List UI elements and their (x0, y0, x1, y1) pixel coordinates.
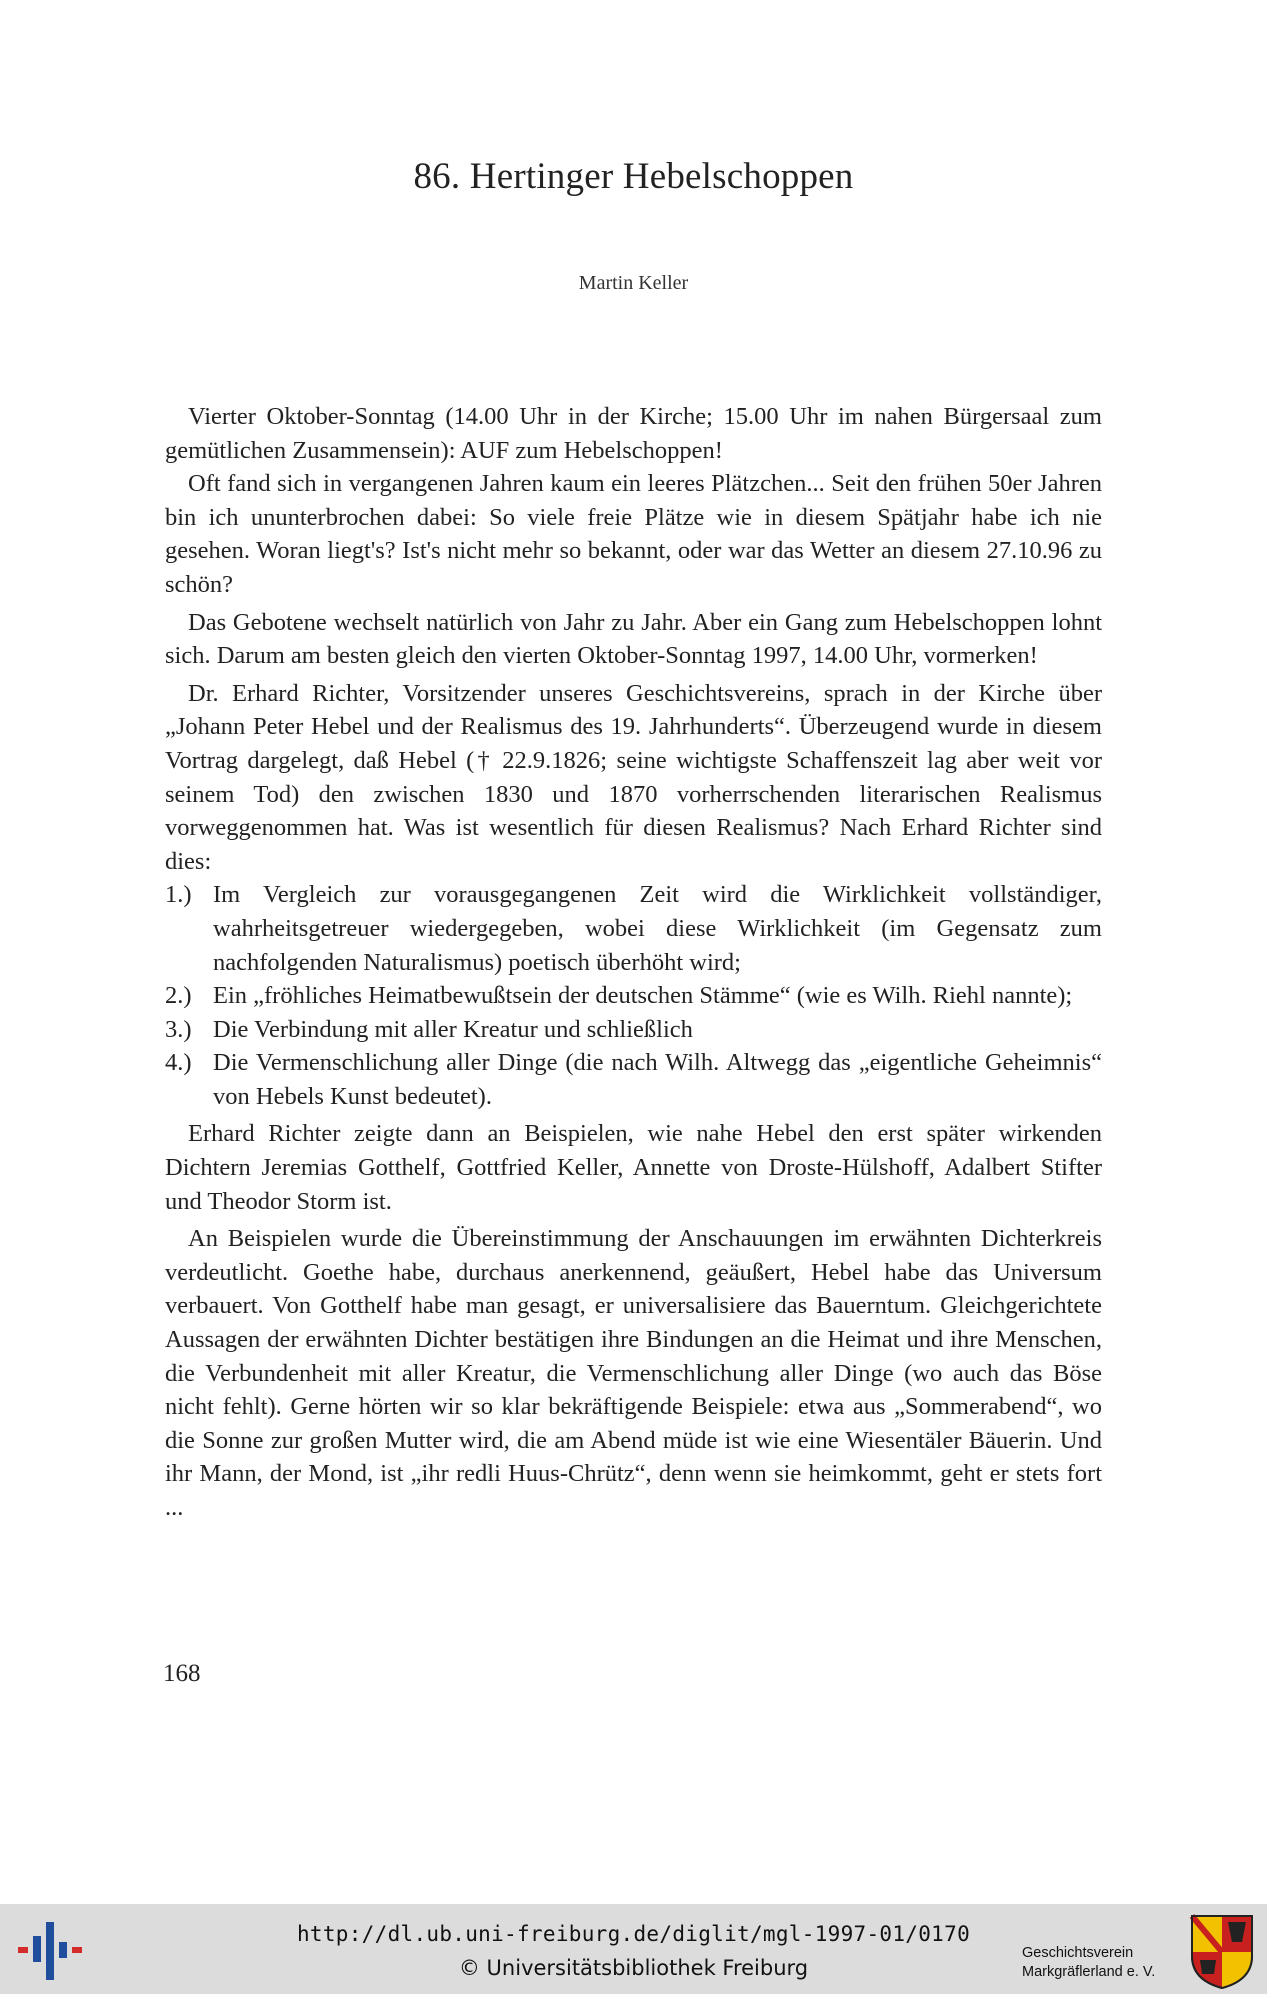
body-paragraph: An Beispielen wurde die Übereinstimmung der Anschauungen im erwähnten Dichterkreis verdeutlicht. Goethe habe, durchaus anerkennend, geäußert, Hebel habe das Universum verbauert. Von Gotthelf habe man gesagt, er universalisiere das Bauerntum. Gleichgerichtete Aussagen der erwähnten Dichter bestätigen ihre Bindungen an die Heimat und ihre Menschen, die Verbundenheit mit aller Kreatur, die Vermenschlichung aller Dinge (wo auch das Böse nicht fehlt). Gerne hörten wir so klar bekräftigende Beispiele: etwa aus „Sommerabend“, wo die Sonne zur großen Mutter wird, die am Abend müde ist wie eine Wiesentäler Bäuerin. Und ihr Mann, der Mond, ist „ihr redli Huus-Chrütz“, denn wenn sie heimkommt, geht er stets fort ... (165, 1225, 1102, 1521)
list-item-text: Die Vermenschlichung aller Dinge (die nach Wilh. Altwegg das „eigentliche Geheimnis“ von Hebels Kunst bedeutet). (213, 1049, 1102, 1110)
body-paragraph: Das Gebotene wechselt natürlich von Jahr zu Jahr. Aber ein Gang zum Hebelschoppen lohnt sich. Darum am besten gleich den vierten Oktober-Sonntag 1997, 14.00 Uhr, vormerken! (165, 608, 1102, 670)
body-paragraph: Oft fand sich in vergangenen Jahren kaum ein leeres Plätzchen... Seit den frühen 50er Jahren bin ich ununterbrochen dabei: So viele freie Plätze wie in diesem Spätjahr habe ich nie gesehen. Woran liegt's? Ist's nicht mehr so bekannt, oder war das Wetter an diesem 27.10.96 zu schön? (165, 470, 1102, 598)
list-item (165, 1046, 1102, 1113)
page-title: 86. Hertinger Hebelschoppen (413, 156, 854, 197)
list-item (165, 878, 1102, 979)
coat-of-arms-icon (1188, 1912, 1256, 1990)
footer-copyright: © Universitätsbibliothek Freiburg (458, 1956, 809, 1980)
list-item-number: 1.) (165, 881, 192, 909)
footer-org-line: Geschichtsverein (1022, 1945, 1134, 1961)
list-item-number: 3.) (165, 1015, 192, 1043)
footer-url-link[interactable]: http://dl.ub.uni-freiburg.de/diglit/mgl-1997-01/0170 (296, 1922, 971, 1946)
body-paragraph: Dr. Erhard Richter, Vorsitzender unseres Geschichtsvereins, sprach in der Kirche über „Johann Peter Hebel und der Realismus des 19. Jahrhunderts“. Überzeugend wurde in diesem Vortrag dargelegt, daß Hebel († 22.9.1826; seine wichtigste Schaffenszeit lag aber weit vor seinem Tod) den zwischen 1830 und 1870 vorherrschenden literarischen Realismus vorweggenommen hat. Was ist wesentlich für diesen Realismus? Nach Erhard Richter sind dies: (165, 679, 1102, 875)
body-paragraph: Vierter Oktober-Sonntag (14.00 Uhr in der Kirche; 15.00 Uhr im nahen Bürgersaal zum gemütlichen Zusammensein): AUF zum Hebelschoppen! (165, 403, 1102, 464)
list-item-text: Ein „fröhliches Heimatbewußtsein der deutschen Stämme“ (wie es Wilh. Riehl nannte); (213, 982, 1073, 1010)
footer-org-line: Markgräflerland e. V. (1022, 1964, 1156, 1980)
page-number: 168 (163, 1660, 201, 1687)
body-paragraph: Erhard Richter zeigte dann an Beispielen, wie nahe Hebel den erst später wirkenden Dichtern Jeremias Gotthelf, Gottfried Keller, Annette von Droste-Hülshoff, Adalbert Stifter und Theodor Storm ist. (165, 1120, 1102, 1215)
list-item-number: 4.) (165, 1049, 192, 1077)
list-item (165, 1013, 1102, 1047)
footer-organization (1022, 1944, 1192, 1982)
numbered-list (165, 878, 1102, 1113)
list-item-number: 2.) (165, 982, 192, 1010)
author-name: Martin Keller (578, 272, 689, 294)
list-item-text: Die Verbindung mit aller Kreatur und schließlich (213, 1015, 693, 1043)
footer-bar (0, 1904, 1267, 1994)
article-body (165, 400, 1102, 1525)
list-item (165, 979, 1102, 1013)
list-item-text: Im Vergleich zur vorausgegangenen Zeit wird die Wirklichkeit vollständiger, wahrheitsgetreuer wiedergegeben, wobei diese Wirklichkeit (im Gegensatz zum nachfolgenden Naturalismus) poetisch überhöht wird; (213, 881, 1102, 976)
